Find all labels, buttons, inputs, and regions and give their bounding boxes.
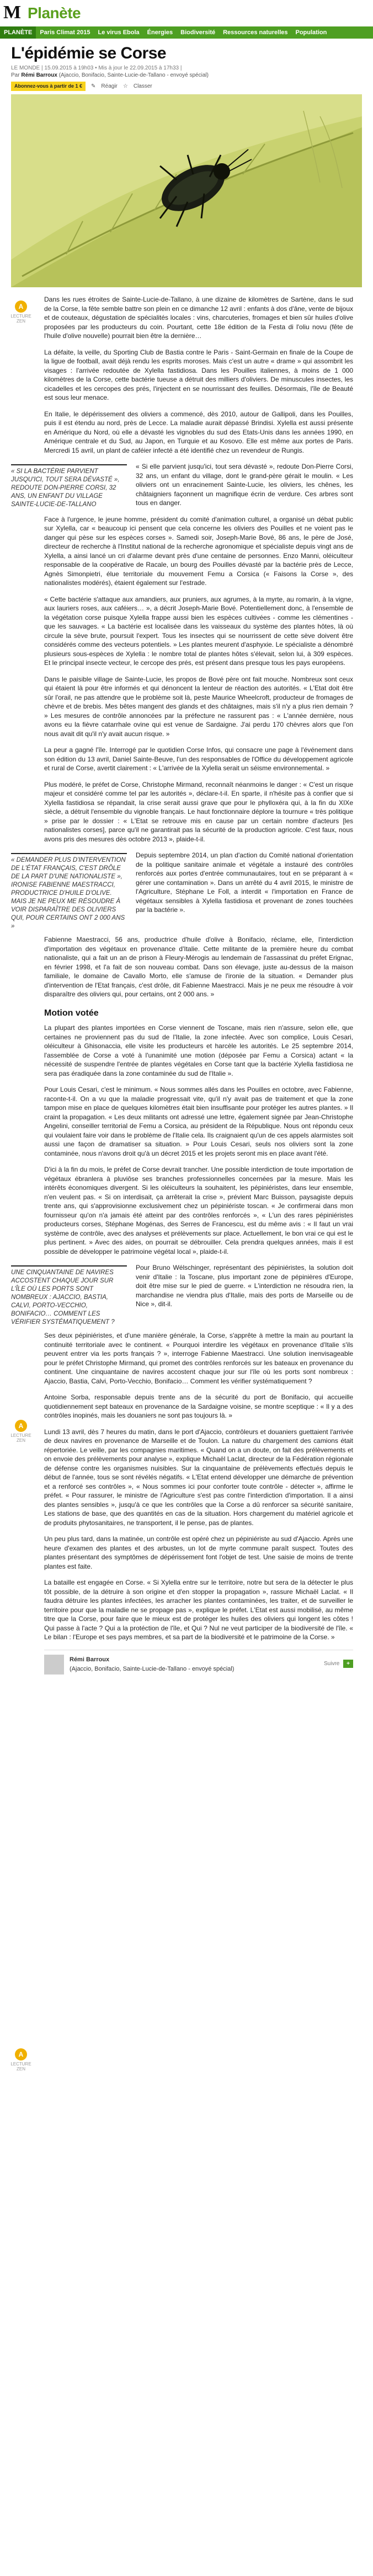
lecture-zen-icon: A	[15, 300, 27, 313]
paragraph: « Cette bactérie s'attaque aux amandiers, aux pruniers, aux agrumes, à la myrte, au romarin, à la vigne, aux lauriers roses, aux caféiers… », a décrit Joseph-Marie Bové. Potentiellement donc, à l'ensemble de la végétation corse puisque Xylella frappe aussi bien les espèces cultivées - comme les clémentines - que les sauvages. « La bactérie est localisée dans les vaisseaux du système des plantes hôtes, là où circule la sève brute, poursuit l'expert. Tous les insectes qui se nourrissent de cette sève doivent être considérés comme des vecteurs potentiels. » Les plantes meurent d'asphyxie. Le spécialiste a dénombré plusieurs sous-espèces de Xylella : le nombre total de plantes hôtes s'élevait, selon lui, à 309 espèces. Et le principal insecte vecteur, le cercope des prés, est présent dans presque tous les pays européens.	[44, 595, 353, 667]
subscribe-button[interactable]: Abonnez-vous à partir de 1 €	[11, 82, 86, 91]
author-box	[44, 1650, 353, 1675]
nav-item-energies[interactable]: Énergies	[147, 29, 173, 36]
bookmark-icon[interactable]: ☆	[122, 83, 128, 89]
nav-item-ressources[interactable]: Ressources naturelles	[223, 29, 288, 36]
byline-prefix: Par	[11, 72, 20, 78]
nav-item-biodiversite[interactable]: Biodiversité	[180, 29, 216, 36]
nav-item-population[interactable]: Population	[295, 29, 327, 36]
paragraph: Dans le paisible village de Sainte-Lucie, les propos de Bové père ont fait mouche. Nombreux sont ceux qui étaient là pour être informés et qui dénoncent la lenteur de réaction des autorités. « L'Etat doit être sûr l'orail, ne pas attendre que le problème soit là, peste Maurice Wheelcroft, producteur de fromages de chèvre et de brebis. Mes bêtes mangent des glands et des châtaignes, mais s'il n'y a plus rien demain ? » Les mesures de contrôle annoncées par la préfecture ne rassurent pas : « L'année dernière, nous avons eu la fièvre catarrhale ovine qui est venue de Sardaigne. J'ai perdu 170 chèvres alors que l'on nous avait dit qu'il n'y avait aucun risque. »	[44, 675, 353, 738]
follow-button[interactable]: +	[343, 1660, 353, 1668]
paragraph: Pour Bruno Wélschinger, représentant des pépiniéristes, la solution doit venir d'Italie : la Toscane, plus important zone de pépinières d'Europe, doit être mise sur le pied de guerre. « L'interdiction ne résoudra rien, la marchandise ne viendra plus d'Italie, mais des ports de Marseille ou de Nice », dit-il.	[136, 1264, 353, 1308]
follow-author	[324, 1660, 353, 1669]
article-tools	[11, 82, 373, 91]
lecture-zen-label: LECTURE ZEN	[10, 2062, 31, 2071]
react-link[interactable]: Réagir	[101, 83, 118, 89]
lecture-zen-label: LECTURE ZEN	[10, 314, 31, 324]
paragraph: « Si elle parvient jusqu'ici, tout sera dévasté », redoute Don-Pierre Corsi, 32 ans, un enfant du village, dont le grand-père gérait le moulin. « Les oliviers ont un enracinement Sainte-Lucie, les oliviers, les chênes, les châtaigniers façonnent un magnifique écrin de verdure. Ces arbres sont tous en danger.	[136, 463, 353, 507]
paragraph: En Italie, le dépérissement des oliviers a commencé, dès 2010, autour de Gallipoli, dans les Pouilles, puis il est étendu au nord, près de Lecce. La maladie aurait dépassé Brindisi. Xylella est aussi présente en Amérique du Nord, où elle a dévasté les vignobles du sud des Etats-Unis dans les années 1990, en Amérique centrale et du Sud, au Japon, en Turquie et au Kosovo. Elle est même aux portes de Paris. Mercredi 15 avril, un plant de caféier infecté a été identifié chez un revendeur de Rungis.	[44, 410, 353, 454]
follow-label: Suivre	[324, 1661, 340, 1667]
article-title: L'épidémie se Corse	[11, 44, 167, 62]
nav-item-paris-climat[interactable]: Paris Climat 2015	[40, 29, 90, 36]
paragraph: Pour Louis Cesari, c'est le minimum. « Nous sommes allés dans les Pouilles en octobre, avec Fabienne, raconte-t-il. On a vu que la maladie progressait vite, qu'il n'y avait pas de traitement et que la zone tampon mise en place de quelques kilomètres était bien insuffisante pour protéger les autres plantes. » Il craint la propagation. « Les deux militants ont adressé une lettre, également signée par Jean-Christophe Angelini, conseiller territorial de Femu a Corsica, au président de la République. Nous ont répondu ceux qui voulaient faire voir dans le problème de l'Italie cela. Ils craignaient qu'un de ces appels alarmistes soit aussi une façon de dramatiser sa situation. » Pour Louis Cesari, seuls nos oliviers sont la zone contaminée, nous n'avons droit qu'à un décret 2015 et les projets seront mis en place avant l'été.	[44, 1086, 353, 1157]
paragraph: D'ici à la fin du mois, le préfet de Corse devrait trancher. Une possible interdiction de toute importation de végétaux ébranlera à pluviôse ses branches professionnelles concernées par la mesure. Mais les intérêts économiques divergent. Si les oléiculteurs la souhaitent, les pépiniéristes, dans leur ensemble, n'en veulent pas. « Si on interdisait, ça arrêterait la crise », prévient Marc Buisson, paysagiste depuis trente ans, qui s'approvisionne exclusivement chez un pépiniériste toscan. « Je confirmerai dans mon fournisseur qu'on n'a jamais été atteint par des contrôles renforcés », « L'un des rares pépiniéristes producteurs corses, Stéphane Mogénas, des Serres de Francescu, est du même avis : « Il faut un vrai système de contrôle, avec des analyses et prélèvements sur place. Actuellement, le bon vrai ce qui est le plus pertinent. » Avec des aides, on pourrait se débrouiller. Cela prendra quelques années, mais il est possible de développer le patrimoine végétal local », plaide-t-il.	[44, 1166, 353, 1255]
pull-quote: UNE CINQUANTAINE DE NAVIRES ACCOSTENT CHAQUE JOUR SUR L'ÎLE OÙ LES PORTS SONT NOMBREUX : AJACCIO, BASTIA, CALVI, PORTO-VECCHIO, BONIFACIO… COMMENT LES VÉRIFIER SYSTÉMATIQUEMENT ?	[11, 1265, 127, 1327]
article-byline	[11, 72, 362, 78]
paragraph: Plus modéré, le préfet de Corse, Christophe Mirmand, reconnaît néanmoins le danger : « C'est un risque majeur et considéré comme tel par les autorités », déclare-t-il. En sparte, il n'hésite pas à confier que si Xylella fastidiosa se répandait, la crise serait aussi grave que pour le phylloxéra qui, à la fin du XIXe siècle, a détruit l'ensemble du vignoble français. Le haut fonctionnaire déplore la tournure « très politique » prise par le dossier : « L'Etat se retrouve mis en cause par un certain nombre d'acteurs [les nationalistes corses], parce qu'il ne garantirait pas la sécurité de la production agricole. C'est faux, nous avons pris des mesures dès octobre 2013 », plaide-t-il.	[44, 780, 353, 843]
nav-item-ebola[interactable]: Le virus Ebola	[98, 29, 140, 36]
article-meta: LE MONDE | 15.09.2015 à 19h03 • Mis à jour le 22.09.2015 à 17h33 |	[11, 65, 182, 71]
author-detail: (Ajaccio, Bonifacio, Sainte-Lucie-de-Tallano - envoyé spécial)	[70, 1665, 235, 1672]
site-header	[0, 0, 373, 26]
lecture-zen-toggle-3[interactable]	[10, 2048, 32, 2071]
pull-quote: « SI LA BACTÉRIE PARVIENT JUSQU'ICI, TOUT SERA DÉVASTÉ », REDOUTE DON-PIERRE CORSI, 32 ANS, UN ENFANT DU VILLAGE SAINTE-LUCIE-DE-TALLANO	[11, 464, 127, 509]
paragraph: Ses deux pépiniéristes, et d'une manière générale, la Corse, s'apprête à mettre la main au pourtant la continuité territoriale avec le continent. « Pourquoi interdire les végétaux en provenance d'Italie s'ils peuvent entrer via les ports français ? », interroge Fabienne Maestracci. Une solution inenvisageable pour le préfet Christophe Mirmand, qui promet des contrôles renforcés sur les bateaux en provenance du continent. Une cinquantaine de navires accostent chaque jour sur l'île où les ports sont nombreux : Ajaccio, Bastia, Calvi, Porto-Vecchio, Bonifacio… Comment les vérifier systématiquement ?	[44, 1332, 353, 1385]
paragraph: Lundi 13 avril, dès 7 heures du matin, dans le port d'Ajaccio, contrôleurs et douaniers guettaient l'arrivée de deux navires en provenance de Marseille et de Toulon. La nature du chargement des camions était répertoriée. Le veille, par les compagnies maritimes. « Quand on a un doute, on fait des prélèvements et on envoie des prélèvements pour analyse », explique Michaël Laclat, directeur de la Fédération régionale de défense contre les organismes nuisibles. Sur la cinquantaine de prélèvements effectués depuis le début de l'année, tous se sont révélés négatifs. « L'Etat entend développer une démarche de prévention et a renforcé ses contrôles », « Nous sommes ici pour conforter toute contrôle - détecter », affirme le préfet. « Pour rassurer, le ministre de l'Agriculture s'est pas contre l'interdiction d'importation. Il a ainsi des plantes sensibles », jusqu'à ce que les contrôles que la Corse a dû renforcer sa sécurité sanitaire, Les stations de base, que des quantités en cas de la situation. Hors chargement du matériel agricole et de produits phytosanitaires, ne transportent, il le pense, pas de plantes.	[44, 1427, 353, 1527]
classer-link[interactable]: Classer	[133, 83, 152, 89]
author-info	[70, 1655, 234, 1673]
paragraph: Un peu plus tard, dans la matinée, un contrôle est opéré chez un pépiniériste au sud d'Ajaccio. Après une heure d'examen des plantes et des arbustes, un lot de myrte commune paraît suspect. Toutes des plantes présentant des symptômes de dépérissement font l'objet de test. Une saisie de moins de trente plantes est faite.	[44, 1535, 353, 1570]
paragraph: La plupart des plantes importées en Corse viennent de Toscane, mais rien n'assure, selon elle, que certaines ne proviennent pas du sud de l'Italie, la zone infectée. Avec son complice, Louis Cesari, oléiculteur à Ghisonaccia, elle visite les producteurs et harcèle les autorités. Le 25 septembre 2014, l'assemblée de Corse a voté à l'unanimité une motion (déposée par Femu a Corsica) actant « la nécessité de suspendre l'entrée de plantes végétales en Corse tant que la bactérie Xylella fastidiosa ne sera pas éradiquée dans la zone contaminée du sud de l'Italie ».	[44, 1024, 353, 1077]
byline-suffix: (Ajaccio, Bonifacio, Sainte-Lucie-de-Tallano - envoyé spécial)	[58, 72, 209, 78]
lecture-zen-toggle[interactable]	[10, 300, 32, 324]
author-name[interactable]: Rémi Barroux	[70, 1656, 110, 1663]
paragraph: La bataille est engagée en Corse. « Si Xylella entre sur le territoire, notre but sera de la détecter le plus tôt possible, de la détruire à son origine et d'en stopper la propagation », rassure Michaël Laclat. « Il faudra détruire les plantes infectées, les arracher les plantes contaminées, les traiter, et de surveiller le territoire pour que la maladie ne se propage pas », explique le préfet. L'Etat est aussi mobilisé, au même titre que la Corse, pour faire que le mieux est de protéger les huiles des oliviers qui longent les côtes ! Qui passe à l'acte ? Qui a la protéction de l'île, et Qui ? Nul ne veut participer de la biodiversité de l'île. « Le bilan : l'Europe et ses pays membres, et sa part de la biodiversité et le patrimoine de la Corse. »	[44, 1579, 353, 1641]
section-heading: Motion votée	[44, 1008, 99, 1018]
paragraph: La peur a gagné l'île. Interrogé par le quotidien Corse Infos, qui consacre une page à l'événement dans son édition du 13 avril, Daniel Sainte-Beuve, l'un des responsables de l'Office du développement agricole et rural de Corse, avertit clairement : « L'arrivée de la Xylella serait un séisme environnemental. »	[44, 746, 353, 772]
beetle-on-leaf-illustration	[11, 94, 362, 287]
lecture-zen-label: LECTURE ZEN	[10, 1433, 31, 1443]
paragraph: Depuis septembre 2014, un plan d'action du Comité national d'orientation de la politique sanitaire animale et végétale a instauré des contrôles renforcés aux portes d'entrée communautaires, tout en se préparant à « gérer une contamination ». Dans un arrêté du 4 avril 2015, le ministre de l'Agriculture, Stéphane Le Foll, a interdit « l'importation en France de végétaux sensibles à Xylella fastidiosa et provenant de zones touchées par la bactérie ».	[136, 851, 353, 914]
paragraph: Fabienne Maestracci, 56 ans, productrice d'huile d'olive à Bonifacio, réclame, elle, l'interdiction d'importation des végétaux en provenance d'Italie. Cette militante de la première heure du combat nationaliste, qui a fait un an de prison à Fleury-Mérogis au lendemain de l'assassinat du préfet Erignac, en février 1998, et l'a fait de son nouveau combat. Dans son élevage, juste au-dessus de la maison familiale, le domaine de Cavallo Morto, elle s'amuse de l'ironie de la situation. « Demander plus d'intervention de l'Etat français, c'est drôle, dit Fabienne Maestracci. Mais je ne peux me résoudre à voir disparaître des oliviers qui, pour certains, ont 2 000 ans. »	[44, 936, 353, 998]
section-title[interactable]: Planète	[28, 4, 81, 22]
lecture-zen-toggle-2[interactable]	[10, 1420, 32, 1443]
le-monde-logo[interactable]: M	[3, 2, 22, 23]
nav-item-planete[interactable]: PLANÈTE	[0, 26, 36, 39]
article-illustration	[11, 94, 362, 287]
author-avatar	[44, 1655, 64, 1675]
byline-author[interactable]: Rémi Barroux	[21, 72, 57, 78]
section-nav	[0, 26, 373, 39]
paragraph: La défaite, la veille, du Sporting Club de Bastia contre le Paris - Saint-Germain en finale de la Coupe de la ligue de football, avait déjà rendu les esprits moroses. Mais c'est un autre « drame » qui assombrit les visages : l'arrivée redoutée de Xylella fastidiosa. Dans les Pouilles italiennes, à moins de 1 000 kilomètres de la Corse, cette bactérie tueuse a détruit des milliers d'oliviers. De minuscules insectes, les cicadelles et les cercopes des prés, l'injectent en se nourrissant des feuilles. Désormais, l'île de Beauté est sous leur menace.	[44, 348, 353, 401]
paragraph: Dans les rues étroites de Sainte-Lucie-de-Tallano, à une dizaine de kilomètres de Sartène, dans le sud de la Corse, la fête semble battre son plein en ce dimanche 12 avril : enfants à dos d'âne, vente de bijoux et de couteaux, dégustation de spécialités locales : vins, charcuteries, fromages et bien sûr huiles d'olive proposées par les producteurs du coin. Pourtant, cette 18e édition de la Festa di l'oliu novu (fête de l'huile d'olive nouvelle) pourrait bien être la dernière…	[44, 296, 353, 340]
paragraph: Face à l'urgence, le jeune homme, président du comité d'animation culturel, a organisé un débat public sur Xylella, car « beaucoup ici pensent que cela concerne les oliviers des Pouilles et ne voient pas le danger qui pèse sur les espèces corses ». Samedi soir, Joseph-Marie Bové, 86 ans, le père de José, directeur de recherche à l'Institut national de la recherche agronomique et spécialiste depuis vingt ans de Xylella, a ainsi lancé un cri d'alarme devant près d'une centaine de personnes. Enzo Manni, oléiculteur responsable de la coopérative de Racale, un bourg des Pouilles dévasté par la bactérie près de Lecce, Agnès Simonpietri, élue territoriale du mouvement Femu a Corsica (« Faisons la Corse », des nationalistes modérés), étaient également sur l'estrade.	[44, 515, 353, 587]
lecture-zen-icon: A	[15, 1420, 27, 1432]
comment-icon[interactable]: ✎	[91, 83, 96, 89]
pull-quote: « DEMANDER PLUS D'INTERVENTION DE L'ÉTAT FRANÇAIS, C'EST DRÔLE DE LA PART D'UNE NATIONALISTE », IRONISE FABIENNE MAESTRACCI, PRODUCTRICE D'HUILE D'OLIVE. MAIS JE NE PEUX ME RÉSOUDRE À VOIR DISPARAÎTRE DES OLIVIERS QUI, POUR CERTAINS ONT 2 000 ANS »	[11, 853, 127, 931]
paragraph: Antoine Sorba, responsable depuis trente ans de la sécurité du port de Bonifacio, qui accueille quotidiennement sept bateaux en provenance de la Sardaigne voisine, se montre sceptique : « Il y a des contrôles inopinés, mais les douaniers ne sont pas toujours là. »	[44, 1393, 353, 1419]
lecture-zen-icon: A	[15, 2048, 27, 2060]
